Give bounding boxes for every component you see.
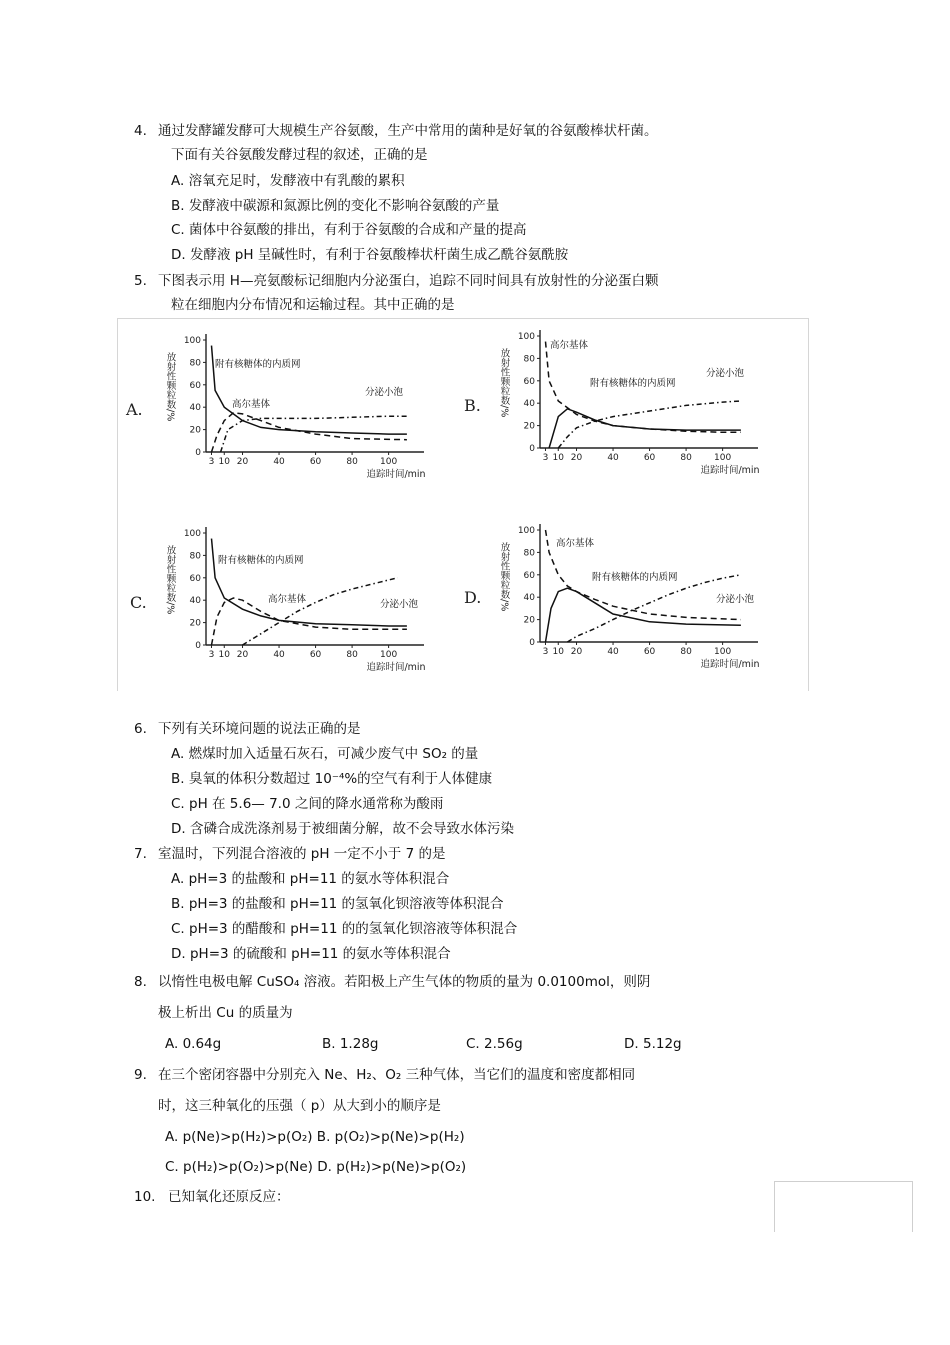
question-stem: 室温时，下列混合溶液的 pH 一定不小于 7 的是 <box>158 846 446 862</box>
option-d: D. 发酵液 pH 呈碱性时，有利于谷氨酸棒状杆菌生成乙酰谷氨酰胺 <box>171 247 569 263</box>
x-tick-label: 100 <box>714 647 732 657</box>
option-ab: A. p(Ne)>p(H₂)>p(O₂) B. p(O₂)>p(Ne)>p(H₂) <box>165 1129 465 1145</box>
series-label: 附有核糖体的内质网 <box>590 378 676 389</box>
series-label: 分泌小泡 <box>716 594 755 605</box>
series-label: 附有核糖体的内质网 <box>592 572 678 583</box>
series-label: 高尔基体 <box>232 399 271 410</box>
question-stem: 下列有关环境问题的说法正确的是 <box>158 721 361 737</box>
option-b: B. 1.28g <box>322 1036 379 1052</box>
x-tick-label: 40 <box>273 650 285 660</box>
question-number: 5. <box>134 273 147 289</box>
series-label: 高尔基体 <box>556 538 595 549</box>
y-tick-label: 60 <box>189 380 201 391</box>
x-tick-label: 20 <box>570 453 583 463</box>
x-tick-label: 60 <box>643 647 656 657</box>
x-tick-label: 80 <box>346 457 358 467</box>
question-stem: 下图表示用 H—亮氨酸标记细胞内分泌蛋白，追踪不同时间具有放射性的分泌蛋白颗 <box>158 273 659 289</box>
y-tick-label: 20 <box>189 618 201 629</box>
chart-svg <box>494 522 764 670</box>
y-tick-label: 60 <box>523 376 535 387</box>
option-c: C. 菌体中谷氨酸的排出，有利于谷氨酸的合成和产量的提高 <box>171 222 527 238</box>
x-tick-label: 60 <box>309 457 322 467</box>
x-axis-title: 追踪时间/min <box>366 469 426 480</box>
x-tick-label: 100 <box>714 453 732 463</box>
y-axis-title: 放射性颗粒数/% <box>164 545 176 615</box>
series-line <box>567 575 741 642</box>
chart-a <box>160 332 430 480</box>
y-tick-label: 40 <box>189 403 201 414</box>
y-axis-title: 放射性颗粒数/% <box>498 542 510 612</box>
chart-svg <box>160 332 430 480</box>
option-d: D. 5.12g <box>624 1036 682 1052</box>
y-tick-label: 100 <box>517 526 535 536</box>
y-tick-label: 80 <box>189 358 201 369</box>
series-line <box>212 539 407 626</box>
x-tick-label: 80 <box>680 453 692 463</box>
x-tick-label: 60 <box>309 650 322 660</box>
panel-label-c: C. <box>130 593 147 612</box>
question-number: 10. <box>134 1189 156 1205</box>
y-tick-label: 60 <box>523 570 535 581</box>
x-tick-label: 60 <box>643 453 656 463</box>
x-tick-label: 3 <box>542 647 549 657</box>
y-tick-label: 40 <box>523 593 535 604</box>
question-number: 9. <box>134 1067 147 1083</box>
x-axis-title: 追踪时间/min <box>700 465 760 476</box>
chart-b <box>494 328 764 476</box>
series-label: 分泌小泡 <box>706 368 745 379</box>
x-tick-label: 10 <box>552 647 564 657</box>
option-b: B. 臭氧的体积分数超过 10⁻⁴%的空气有利于人体健康 <box>171 771 493 787</box>
option-c: C. pH=3 的醋酸和 pH=11 的的氢氧化钡溶液等体积混合 <box>171 921 518 937</box>
option-d: D. pH=3 的硫酸和 pH=11 的氨水等体积混合 <box>171 946 451 962</box>
question-stem: 极上析出 Cu 的质量为 <box>158 1005 293 1021</box>
series-label: 附有核糖体的内质网 <box>215 359 301 370</box>
panel-label-a: A. <box>126 400 143 419</box>
x-tick-label: 40 <box>273 457 285 467</box>
y-tick-label: 60 <box>189 573 201 584</box>
y-tick-label: 80 <box>523 354 535 365</box>
option-c: C. pH 在 5.6— 7.0 之间的降水通常称为酸雨 <box>171 796 444 812</box>
chart-svg <box>160 525 430 673</box>
question-stem: 以惰性电极电解 CuSO₄ 溶液。若阳极上产生气体的物质的量为 0.0100mol，则阴 <box>158 974 651 990</box>
x-tick-label: 3 <box>208 457 215 467</box>
question-number: 7. <box>134 846 147 862</box>
x-tick-label: 10 <box>552 453 564 463</box>
x-axis-title: 追踪时间/min <box>366 662 426 673</box>
chart-d <box>494 522 764 670</box>
x-tick-label: 3 <box>208 650 215 660</box>
x-tick-label: 20 <box>236 457 249 467</box>
option-a: A. 0.64g <box>165 1036 222 1052</box>
question-stem: 在三个密闭容器中分别充入 Ne、H₂、O₂ 三种气体，当它们的温度和密度都相同 <box>158 1067 636 1083</box>
question-number: 6. <box>134 721 147 737</box>
y-tick-label: 40 <box>523 399 535 410</box>
x-tick-label: 10 <box>218 457 230 467</box>
option-b: B. 发酵液中碳源和氮源比例的变化不影响谷氨酸的产量 <box>171 198 500 214</box>
series-label: 分泌小泡 <box>380 599 419 610</box>
question-stem: 粒在细胞内分布情况和运输过程。其中正确的是 <box>171 297 455 313</box>
x-tick-label: 20 <box>570 647 583 657</box>
y-tick-label: 20 <box>523 615 535 626</box>
x-tick-label: 100 <box>380 457 398 467</box>
option-cd: C. p(H₂)>p(O₂)>p(Ne) D. p(H₂)>p(Ne)>p(O₂) <box>165 1159 467 1175</box>
x-tick-label: 100 <box>380 650 398 660</box>
x-tick-label: 20 <box>236 650 249 660</box>
answer-box <box>774 1181 913 1232</box>
option-a: A. pH=3 的盐酸和 pH=11 的氨水等体积混合 <box>171 871 450 887</box>
x-tick-label: 3 <box>542 453 549 463</box>
option-a: A. 溶氧充足时，发酵液中有乳酸的累积 <box>171 173 405 189</box>
x-tick-label: 10 <box>218 650 230 660</box>
x-tick-label: 80 <box>680 647 692 657</box>
y-tick-label: 20 <box>189 425 201 436</box>
question-stem: 通过发酵罐发酵可大规模生产谷氨酸，生产中常用的菌种是好氧的谷氨酸棒状杆菌。 <box>158 123 658 139</box>
y-tick-label: 80 <box>523 548 535 559</box>
series-label: 高尔基体 <box>550 340 589 351</box>
y-tick-label: 100 <box>183 336 201 346</box>
question-number: 8. <box>134 974 147 990</box>
option-a: A. 燃煤时加入适量石灰石，可减少废气中 SO₂ 的量 <box>171 746 479 762</box>
question-stem: 下面有关谷氨酸发酵过程的叙述，正确的是 <box>171 147 428 163</box>
question-number: 4. <box>134 123 147 139</box>
series-label: 高尔基体 <box>268 594 307 605</box>
y-tick-label: 0 <box>195 448 201 458</box>
series-line <box>558 401 741 448</box>
y-tick-label: 80 <box>189 551 201 562</box>
x-axis-title: 追踪时间/min <box>700 659 760 670</box>
series-line <box>243 578 398 645</box>
x-tick-label: 40 <box>607 647 619 657</box>
y-tick-label: 100 <box>183 529 201 539</box>
y-tick-label: 40 <box>189 596 201 607</box>
x-tick-label: 40 <box>607 453 619 463</box>
y-tick-label: 0 <box>529 444 535 454</box>
option-b: B. pH=3 的盐酸和 pH=11 的氢氧化钡溶液等体积混合 <box>171 896 504 912</box>
y-tick-label: 0 <box>529 638 535 648</box>
y-tick-label: 0 <box>195 641 201 651</box>
series-label: 附有核糖体的内质网 <box>218 555 304 566</box>
question-stem: 时，这三种氧化的压强（ p）从大到小的顺序是 <box>158 1098 441 1114</box>
y-axis-title: 放射性颗粒数/% <box>498 348 510 418</box>
series-label: 分泌小泡 <box>365 387 404 398</box>
series-line <box>546 588 741 642</box>
y-tick-label: 20 <box>523 421 535 432</box>
option-c: C. 2.56g <box>466 1036 523 1052</box>
question-stem: 已知氧化还原反应： <box>168 1189 290 1205</box>
chart-svg <box>494 328 764 476</box>
panel-label-b: B. <box>464 396 481 415</box>
chart-c <box>160 525 430 673</box>
x-tick-label: 80 <box>346 650 358 660</box>
option-d: D. 含磷合成洗涤剂易于被细菌分解，故不会导致水体污染 <box>171 821 514 837</box>
y-tick-label: 100 <box>517 332 535 342</box>
panel-label-d: D. <box>464 588 482 607</box>
y-axis-title: 放射性颗粒数/% <box>164 352 176 422</box>
